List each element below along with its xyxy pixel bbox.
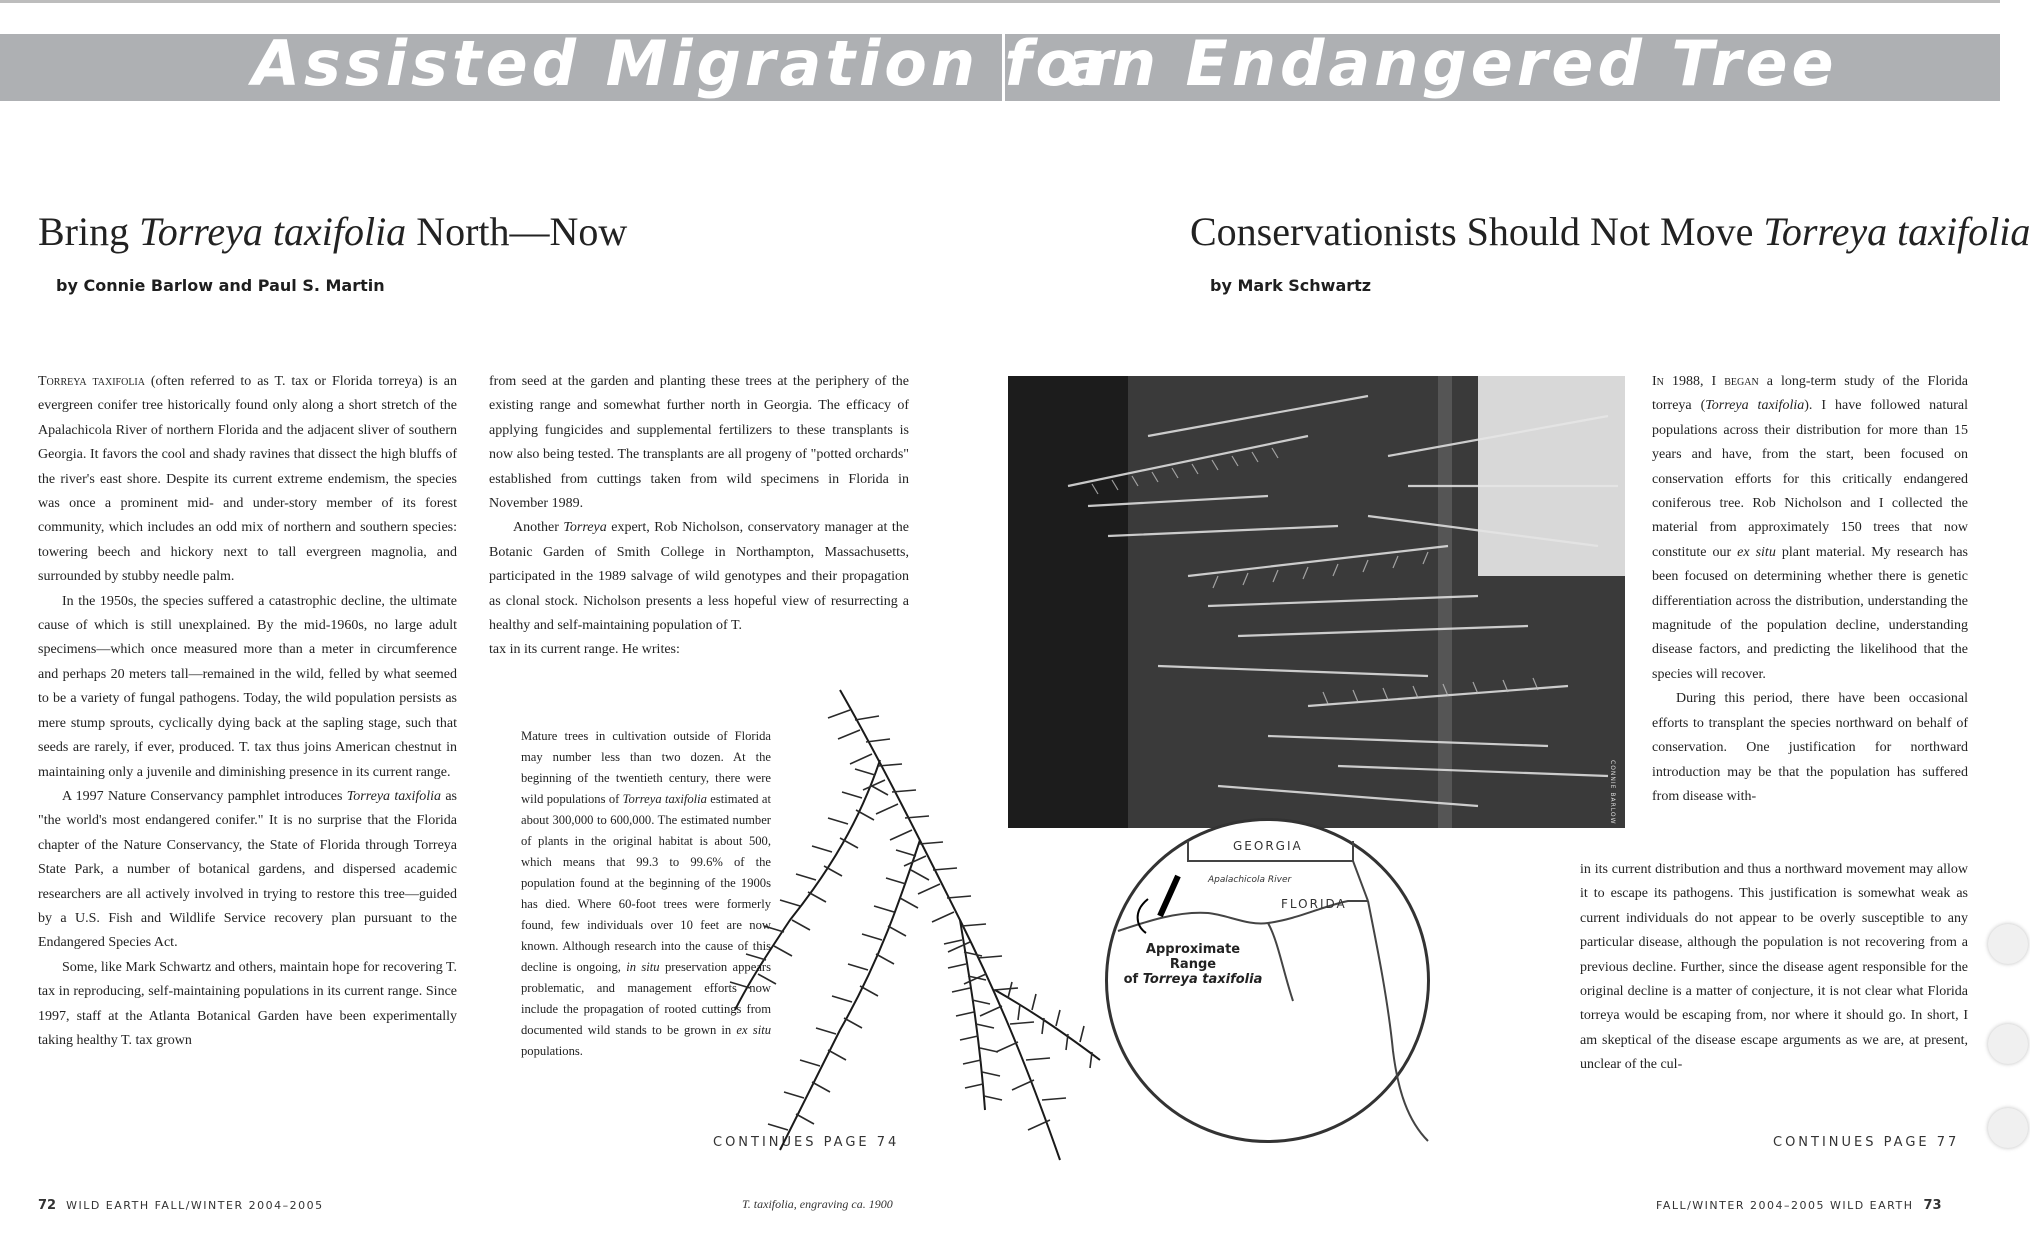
range-label-species: Torreya taxifolia — [1142, 972, 1263, 987]
range-map — [1105, 818, 1430, 1143]
engraving-caption: T. taxifolia, engraving ca. 1900 — [742, 1197, 893, 1211]
left-article-column-1 — [38, 370, 457, 1053]
map-range-label — [1123, 942, 1263, 987]
left-article-byline: by Connie Barlow and Paul S. Martin — [56, 276, 385, 295]
paragraph: In 1988, I began a long-term study of the Florida torreya (Torreya taxifolia). I have followed natural populations across their distribution for more than 15 years and have, from the start, been focused on conservation efforts for this critically endangered coniferous tree. Rob Nicholson and I collected the material from approximately 150 trees that now constitute our ex situ plant material. My research has been focused on determining whether there is genetic differentiation across the distribution, understanding the magnitude of the population decline, understanding disease factors, and predicting the likelihood that the species will recover. — [1652, 374, 1969, 682]
right-continues-label: CONTINUES PAGE 77 — [1773, 1135, 1960, 1150]
banner-title-right: an Endangered Tree — [1066, 27, 1838, 100]
left-title-suffix: North—Now — [406, 209, 628, 254]
right-article-column-top — [1652, 370, 1968, 809]
paragraph: Some, like Mark Schwartz and others, maintain hope for recovering T. tax in reproducing, self-maintaining populations in its current range. Since 1997, staff at the Atlanta Botanical Garden have been experimentally taking healthy T. tax grown — [38, 959, 457, 1048]
page-turn-tab[interactable] — [1988, 1024, 2028, 1064]
paragraph: in its current distribution and thus a northward movement may allow it to escape its pathogens. This justification is somewhat weak as current individuals do not appear to be overly susceptible to any particular disease, although the population is not recovering from a previous decline. Further, since the disease agent responsible for the original decline is a matter of conjecture, it is not clear what Florida torreya would be escaping from, nor where it should go. In short, I am skeptical of the disease escape arguments as we are, at present, unclear of the cul- — [1580, 862, 1968, 1073]
map-label-river: Apalachicola River — [1208, 875, 1292, 885]
right-page-number: 73 — [1923, 1198, 1942, 1213]
right-article-title — [1190, 206, 2030, 258]
map-label-georgia: GEORGIA — [1233, 839, 1303, 853]
torreya-photo — [1008, 376, 1625, 828]
paragraph: Another Torreya expert, Rob Nicholson, conservatory manager at the Botanic Garden of Smith College in Northampton, Massachusetts, participated in the 1989 salvage of wild genotypes and their propagation as clonal stock. Nicholson presents a less hopeful view of resurrecting a healthy and self-maintaining population of T. — [489, 520, 909, 634]
range-label-prefix: of — [1123, 972, 1143, 987]
forest-photo-image — [1008, 376, 1625, 828]
left-folio — [38, 1198, 324, 1213]
page-turn-tab[interactable] — [1988, 924, 2028, 964]
left-article-title — [38, 206, 627, 258]
left-running-footer: WILD EARTH FALL/WINTER 2004–2005 — [66, 1199, 324, 1212]
page-turn-tab[interactable] — [1988, 1108, 2028, 1148]
right-article-column-bottom — [1580, 858, 1968, 1078]
quote-text: Mature trees in cultivation outside of Florida may number less than two dozen. At the beginning of the twentieth century, there were wild populations of Torreya taxifolia estimated at about 300,000 to 600,000. The estimated number of plants in the original habitat is about 500, which means that 99.3 to 99.6% of the population found at the beginning of the 1900s has died. Where 60-foot trees were formerly found, few individuals over 10 feet are now known. Although research into the cause of this decline is ongoing, in situ preservation appears problematic, and management efforts now include the propagation of rooted cuttings from documented wild stands to be grown in ex situ populations. — [521, 729, 771, 1058]
paragraph: Torreya taxifolia (often referred to as T. tax or Florida torreya) is an evergreen conifer tree historically found only along a short stretch of the Apalachicola River of northern Florida and the adjacent sliver of southern Georgia. It favors the cool and shady ravines that dissect the high bluffs of the river's east shore. Despite its current extreme endemism, the species was once a prominent mid- and under-story member of its forest community, which includes an odd mix of northern and southern species: towering beech and hickory next to tall evergreen magnolia, and surrounded by stubby needle palm. — [38, 374, 457, 585]
paragraph: A 1997 Nature Conservancy pamphlet introduces Torreya taxifolia as "the world's most endangered conifer." It is no surprise that the Florida chapter of the Nature Conservancy, the State of Florida through Torreya State Park, a number of botanical gardens, and dispersed academic researchers are all actively involved in trying to restore this tree—guided by a U.S. Fish and Wildlife Service recovery plan pursuant to the Endangered Species Act. — [38, 788, 457, 951]
left-page-number: 72 — [38, 1198, 57, 1213]
paragraph: from seed at the garden and planting these trees at the periphery of the existing range and somewhat further north in Georgia. The efficacy of applying fungicides and supplemental fertilizers to these transplants is now also being tested. The transplants are all progeny of "potted orchards" established from cuttings taken from wild specimens in Florida in November 1989. — [489, 374, 909, 512]
right-title-species: Torreya taxifolia — [1763, 209, 2030, 254]
paragraph: During this period, there have been occasional efforts to transplant the species northward on behalf of conservation. One justification for northward introduction may be that the population has suffered from disease with- — [1652, 691, 1968, 804]
paragraph: In the 1950s, the species suffered a catastrophic decline, the ultimate cause of which is still unexplained. By the mid-1960s, no large adult specimens—which once measured more than a meter in circumference and perhaps 20 meters tall—remained in the wild, felled by what seemed to be a variety of fungal pathogens. Today, the wild population persists as mere stump sprouts, cyclically dying back at the sapling stage, such that seeds are rarely, if ever, produced. T. tax thus joins American chestnut in maintaining only a juvenile and diminishing presence in its current range. — [38, 593, 457, 780]
left-article-column-2 — [489, 370, 909, 663]
left-continues-label: CONTINUES PAGE 74 — [713, 1135, 900, 1150]
right-folio — [1656, 1198, 1942, 1213]
range-label-line-1: Approximate Range — [1145, 942, 1241, 972]
paragraph: tax in its current range. He writes: — [489, 642, 680, 658]
left-title-species: Torreya taxifolia — [139, 209, 407, 254]
right-article-byline: by Mark Schwartz — [1210, 276, 1372, 295]
left-title-text: Bring — [38, 209, 140, 254]
top-rule — [0, 0, 2000, 3]
photo-credit: CONNIE BARLOW — [1609, 760, 1616, 825]
banner-title-left: Assisted Migration for — [252, 27, 1117, 100]
right-title-text: Conservationists Should Not Move — [1190, 209, 1764, 254]
range-label-line-2 — [1123, 972, 1263, 987]
map-label-florida: FLORIDA — [1281, 897, 1347, 911]
right-running-footer: FALL/WINTER 2004–2005 WILD EARTH — [1656, 1199, 1914, 1212]
